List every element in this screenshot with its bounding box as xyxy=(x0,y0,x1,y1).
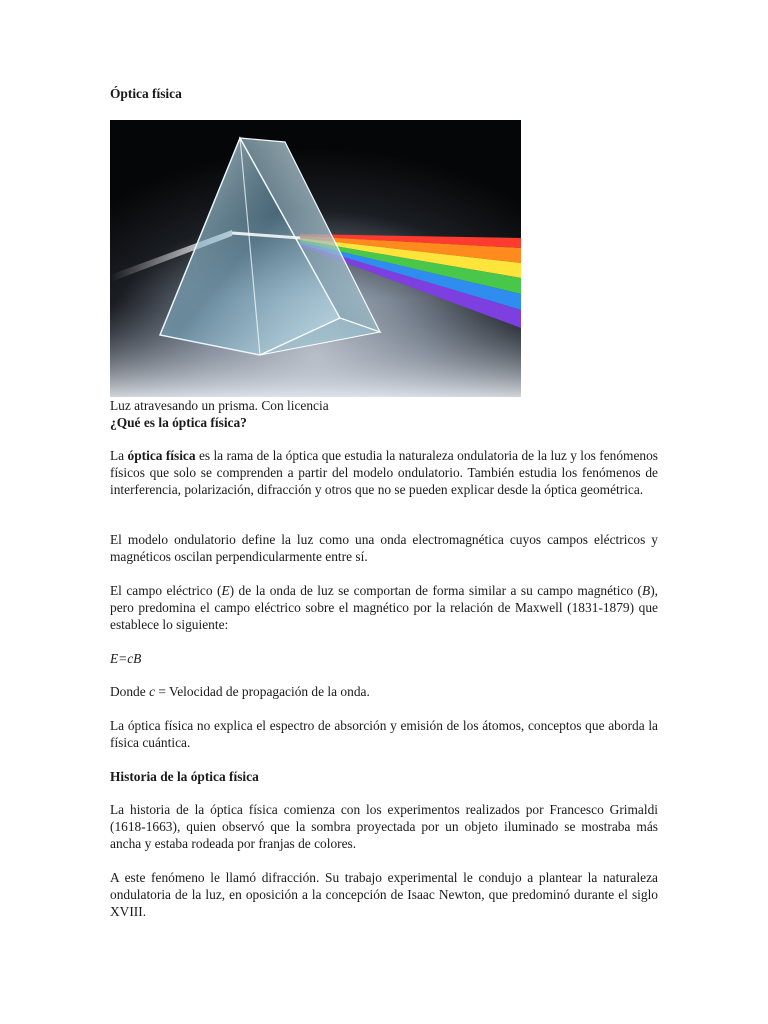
symbol-e: E xyxy=(221,583,230,598)
prism-figure xyxy=(110,120,521,397)
paragraph-history: La historia de la óptica física comienza con los experimentos realizados por Francesco Grimaldi (1618-1663), quien observó que la sombra proyectada por un objeto iluminado se mostraba más ancha y estaba rodeada por franjas de colores. xyxy=(110,802,658,851)
paragraph-text: ), pero predomina el campo eléctrico sobre el magnético por la relación de Maxwell (1831-1879) que establece lo siguiente: xyxy=(110,583,659,632)
document-title: Óptica física xyxy=(110,86,182,101)
paragraph-electric-field xyxy=(110,583,658,633)
prism-image xyxy=(110,120,521,397)
paragraph-text: La xyxy=(110,448,128,463)
section-heading-historia: Historia de la óptica física xyxy=(110,769,259,784)
paragraph-definition xyxy=(110,448,658,498)
paragraph-wave-model: El modelo ondulatorio define la luz como una onda electromagnética cuyos campos eléctricos y magnéticos oscilan perpendicularmente entre sí. xyxy=(110,532,658,564)
paragraph-where xyxy=(110,684,658,701)
symbol-c: c xyxy=(149,684,156,699)
paragraph-text: es la rama de la óptica que estudia la naturaleza ondulatoria de la luz y los fenómenos físicos que solo se comprenden a partir del modelo ondulatorio. También estudia los fenómenos de interferencia, polarización, difracción y otros que no se pueden explicar desde la óptica geométrica. xyxy=(110,448,658,497)
symbol-b: B xyxy=(642,583,651,598)
figure-caption: Luz atravesando un prisma. Con licencia xyxy=(110,398,329,413)
paragraph-text: = Velocidad de propagación de la onda. xyxy=(155,684,370,699)
bold-term: óptica física xyxy=(127,448,196,463)
paragraph-limits: La óptica física no explica el espectro de absorción y emisión de los átomos, conceptos que aborda la física cuántica. xyxy=(110,718,658,750)
paragraph-text: ) de la onda de luz se comportan de forma similar a su campo magnético ( xyxy=(229,583,643,598)
paragraph-diffraction: A este fenómeno le llamó difracción. Su trabajo experimental le condujo a plantear la naturaleza ondulatoria de la luz, en oposición a la concepción de Isaac Newton, que predominó durante el siglo XVIII. xyxy=(110,870,658,919)
equation: E=cB xyxy=(110,651,142,666)
paragraph-text: El campo eléctrico ( xyxy=(110,583,222,598)
paragraph-text: Donde xyxy=(110,684,150,699)
section-heading-que-es: ¿Qué es la óptica física? xyxy=(110,415,247,430)
